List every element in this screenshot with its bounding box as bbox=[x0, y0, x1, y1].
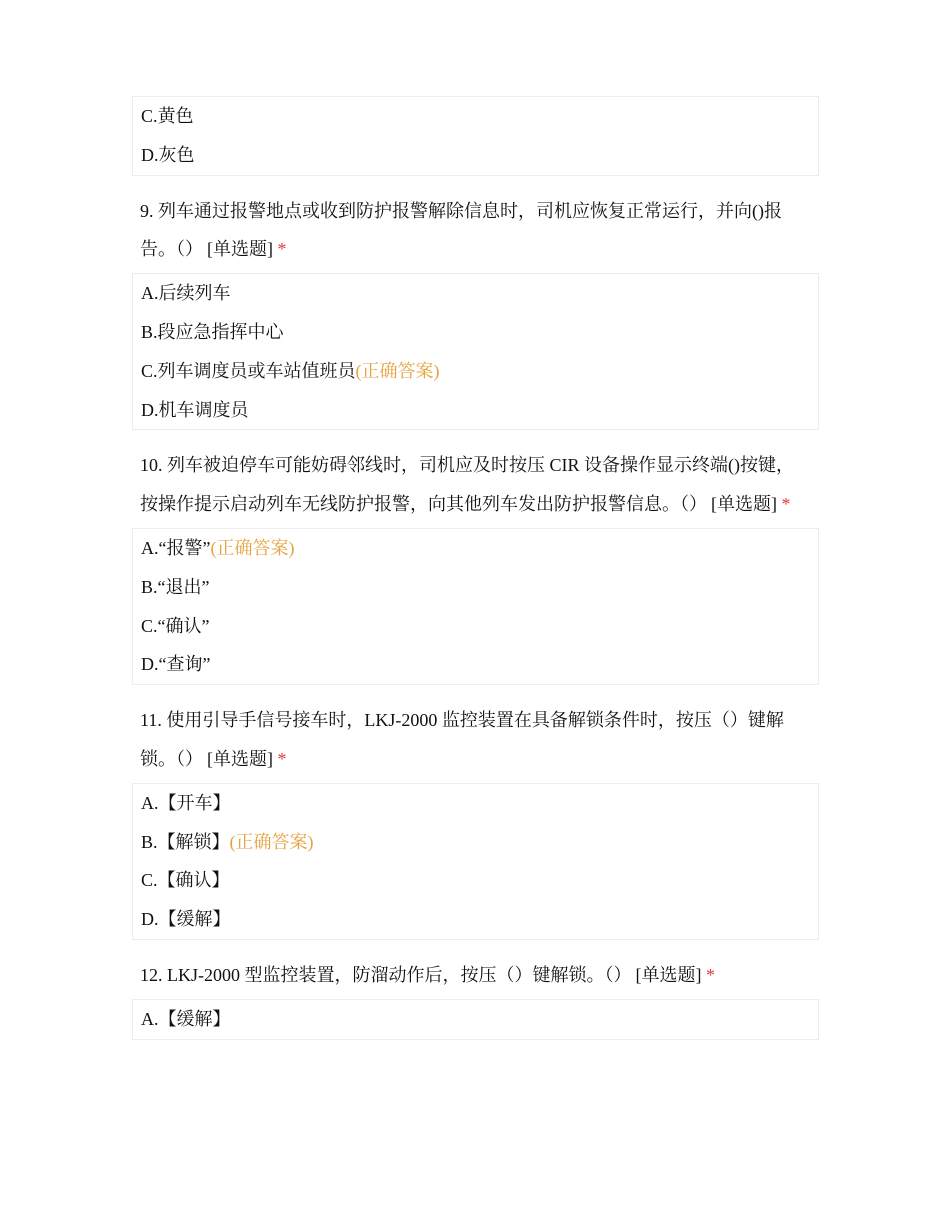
question-11-title bbox=[132, 701, 819, 779]
option-a: A.“报警”(正确答案) bbox=[141, 537, 295, 558]
correct-answer-mark: (正确答案) bbox=[229, 831, 314, 852]
option-d: D.“查询” bbox=[141, 654, 211, 675]
option-a: A.【缓解】 bbox=[141, 1008, 231, 1029]
question-type: [单选题] bbox=[711, 494, 777, 515]
question-text: 9. 列车通过报警地点或收到防护报警解除信息时，司机应恢复正常运行，并向()报告。（） bbox=[140, 200, 782, 260]
question-9-options bbox=[132, 273, 819, 430]
prev-question-options bbox=[132, 96, 819, 176]
option-d: D.【缓解】 bbox=[141, 909, 231, 930]
question-text: 12. LKJ-2000 型监控装置，防溜动作后，按压（）键解锁。（） bbox=[140, 964, 632, 985]
question-9-title bbox=[132, 192, 819, 270]
correct-answer-mark: (正确答案) bbox=[210, 537, 295, 558]
question-12-title bbox=[132, 956, 819, 995]
option-c: C.黄色 bbox=[141, 106, 194, 126]
required-mark: * bbox=[277, 748, 287, 769]
question-12-options bbox=[132, 999, 819, 1040]
option-a: A.后续列车 bbox=[141, 283, 231, 304]
option-a: A.【开车】 bbox=[141, 792, 231, 813]
option-d: D.机车调度员 bbox=[141, 399, 249, 420]
question-type: [单选题] bbox=[635, 964, 702, 985]
option-c: C.“确认” bbox=[141, 615, 210, 636]
question-type: [单选题] bbox=[207, 748, 273, 769]
question-11-options bbox=[132, 783, 819, 940]
required-mark: * bbox=[781, 494, 791, 515]
question-10-options bbox=[132, 528, 819, 685]
survey-content bbox=[132, 96, 819, 1040]
option-c: C.【确认】 bbox=[141, 870, 230, 891]
option-b: B.“退出” bbox=[141, 576, 210, 597]
option-d: D.灰色 bbox=[141, 144, 195, 165]
question-10-title bbox=[132, 446, 819, 524]
option-b: B.【解锁】(正确答案) bbox=[141, 831, 314, 852]
question-text: 11. 使用引导手信号接车时，LKJ-2000 监控装置在具备解锁条件时，按压（）键解锁。（） bbox=[140, 710, 784, 769]
option-c: C.列车调度员或车站值班员(正确答案) bbox=[141, 360, 440, 381]
option-b: B.段应急指挥中心 bbox=[141, 321, 284, 342]
correct-answer-mark: (正确答案) bbox=[355, 360, 440, 381]
required-mark: * bbox=[277, 239, 287, 260]
question-text: 10. 列车被迫停车可能妨碍邻线时，司机应及时按压 CIR 设备操作显示终端()按键，按操作提示启动列车无线防护报警，向其他列车发出防护报警信息。（） bbox=[140, 455, 794, 515]
required-mark: * bbox=[706, 964, 715, 985]
question-type: [单选题] bbox=[207, 239, 273, 260]
